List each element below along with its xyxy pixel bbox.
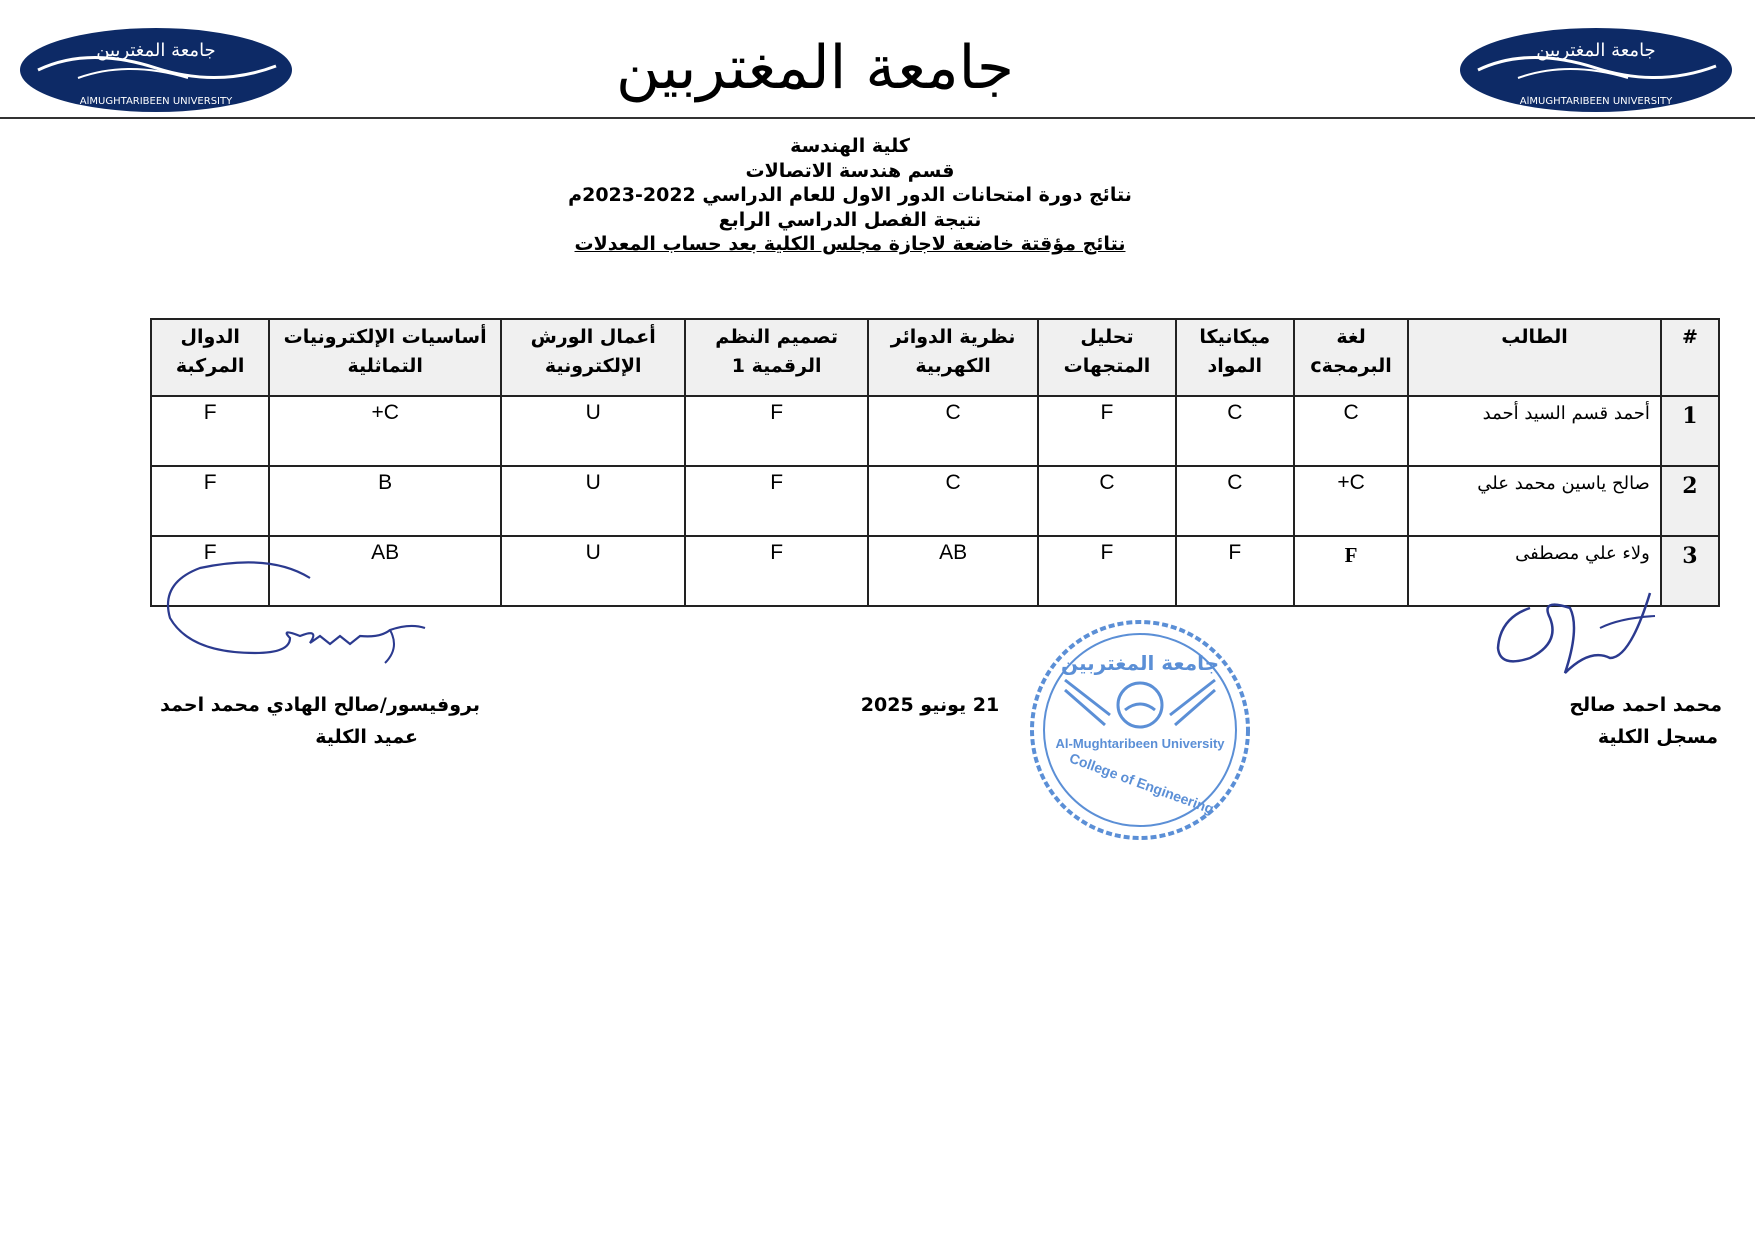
seal-arabic-text: جامعة المغتربين: [1060, 651, 1220, 675]
grade-cell: F: [151, 536, 269, 606]
row-number: 2: [1661, 466, 1719, 536]
dean-title: عميد الكلية: [315, 726, 418, 748]
university-logo-right: [1458, 26, 1734, 114]
row-number: 3: [1661, 536, 1719, 606]
col-circuits: نظرية الدوائر الكهربية: [868, 319, 1038, 396]
grade-cell: F: [685, 466, 867, 536]
grade-cell: F: [685, 536, 867, 606]
grade-cell: C: [1294, 396, 1408, 466]
grade-cell: F: [685, 396, 867, 466]
col-student: الطالب: [1408, 319, 1661, 396]
grade-cell: C: [868, 466, 1038, 536]
col-digital: تصميم النظم الرقمية 1: [685, 319, 867, 396]
faculty-heading: كلية الهندسة: [790, 135, 910, 157]
provisional-notice: نتائج مؤقتة خاضعة لاجازة مجلس الكلية بعد حساب المعدلات: [574, 233, 1126, 256]
document-headings: [500, 134, 1200, 257]
college-seal: [1025, 610, 1255, 850]
col-programming: لغة البرمجةc: [1294, 319, 1408, 396]
department-heading: قسم هندسة الاتصالات: [745, 159, 955, 182]
col-number: #: [1661, 319, 1719, 396]
student-name: ولاء علي مصطفى: [1408, 536, 1661, 606]
grade-cell: U: [501, 396, 685, 466]
student-name: أحمد قسم السيد أحمد: [1408, 396, 1661, 466]
col-mechanics: ميكانيكا المواد: [1176, 319, 1294, 396]
grade-cell: F: [1176, 536, 1294, 606]
dean-signature: [160, 558, 430, 672]
svg-text:جامعة المغتربين: جامعة المغتربين: [1536, 40, 1656, 61]
table-row: [151, 396, 1719, 466]
semester-heading: نتيجة الفصل الدراسي الرابع: [718, 208, 982, 231]
grade-cell: F: [1294, 536, 1408, 606]
grade-cell: AB: [269, 536, 501, 606]
header-divider: [0, 117, 1755, 119]
grade-cell: F: [151, 396, 269, 466]
grade-cell: AB: [868, 536, 1038, 606]
col-vectors: تحليل المتجهات: [1038, 319, 1175, 396]
grade-cell: C+: [269, 396, 501, 466]
registrar-name: محمد احمد صالح: [1569, 694, 1722, 716]
grade-cell: C: [1176, 466, 1294, 536]
col-complex: الدوال المركبة: [151, 319, 269, 396]
logo-arabic-text: جامعة المغتربين: [96, 40, 216, 61]
registrar-title: مسجل الكلية: [1597, 726, 1718, 748]
grade-cell: U: [501, 466, 685, 536]
grade-cell: C: [1038, 466, 1175, 536]
col-workshops: أعمال الورش الإلكترونية: [501, 319, 685, 396]
university-title: جامعة المغتربين: [616, 33, 1014, 103]
seal-english-bottom: College of Engineering: [1067, 749, 1217, 817]
row-number: 1: [1661, 396, 1719, 466]
exam-session-heading: نتائج دورة امتحانات الدور الاول للعام الدراسي 2022-2023م: [568, 184, 1132, 207]
svg-text:AlMUGHTARIBEEN UNIVERSITY: AlMUGHTARIBEEN UNIVERSITY: [1519, 96, 1673, 107]
grade-cell: F: [151, 466, 269, 536]
grade-cell: F: [1038, 396, 1175, 466]
table-row: [151, 466, 1719, 536]
grade-cell: F: [1038, 536, 1175, 606]
grade-cell: C: [1176, 396, 1294, 466]
col-analog: أساسيات الإلكترونيات التماثلية: [269, 319, 501, 396]
university-logo-left: [18, 26, 294, 114]
seal-english-top: Al-Mughtaribeen University: [1055, 736, 1225, 751]
grade-cell: C+: [1294, 466, 1408, 536]
student-name: صالح ياسين محمد علي: [1408, 466, 1661, 536]
logo-english-text: AlMUGHTARIBEEN UNIVERSITY: [79, 96, 233, 107]
grade-cell: C: [868, 396, 1038, 466]
grade-cell: U: [501, 536, 685, 606]
table-header-row: [151, 319, 1719, 396]
dean-name: بروفيسور/صالح الهادي محمد احمد: [160, 694, 480, 716]
document-date: 21 يونيو 2025: [860, 694, 1000, 716]
grade-cell: B: [269, 466, 501, 536]
registrar-signature: [1490, 588, 1660, 692]
